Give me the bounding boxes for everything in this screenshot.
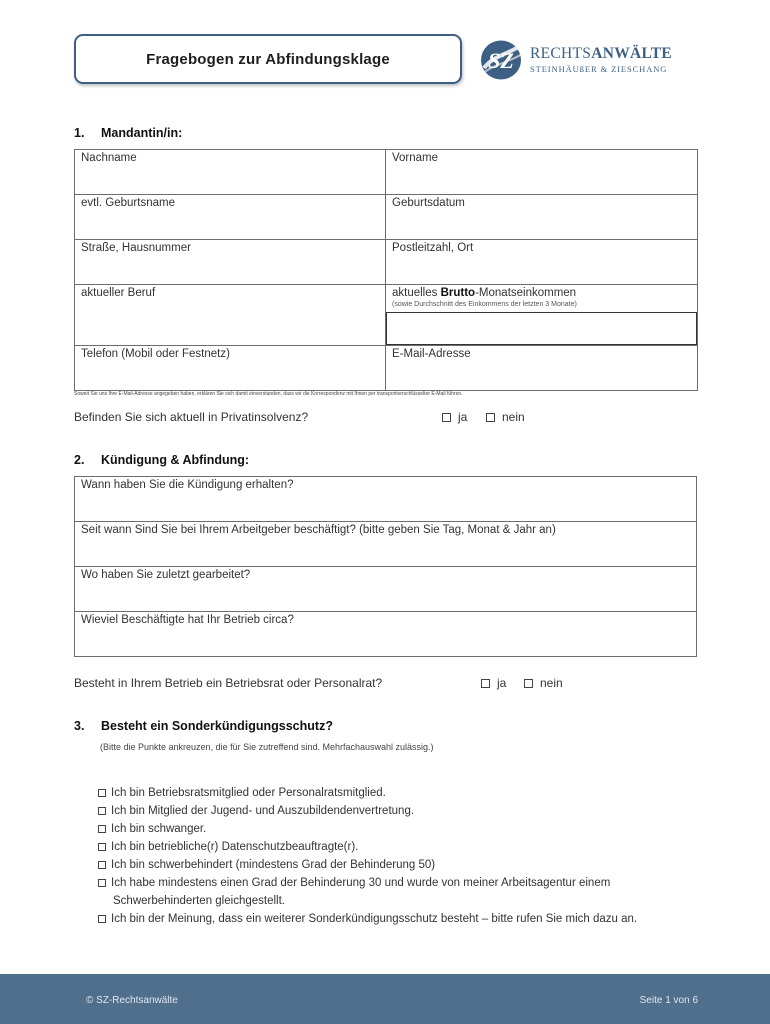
field-kuendigung-erhalten[interactable]: Wann haben Sie die Kündigung erhalten?	[75, 477, 697, 522]
email-consent-note: Soweit Sie uns Ihre E-Mail-Adresse angegeben haben, erklären Sie sich damit einverstanden, dass wir die Korrespondenz mit Ihnen per transportverschlüsselter E-Mail führen.	[74, 391, 463, 397]
field-strasse[interactable]: Straße, Hausnummer	[75, 240, 386, 285]
table-row	[75, 240, 698, 285]
council-no-checkbox[interactable]: nein	[524, 676, 563, 690]
option-gleichgestellt[interactable]: Ich habe mindestens einen Grad der Behinderung 30 und wurde von meiner Arbeitsagentur einem Schwerbehinderten gleichgestellt.	[98, 874, 698, 910]
field-einkommen	[386, 285, 698, 346]
sz-logo-icon	[478, 38, 524, 82]
table-row	[75, 567, 697, 612]
document-title: Fragebogen zur Abfindungsklage	[146, 50, 390, 68]
section-1-heading: 1. Mandantin/in:	[74, 126, 183, 140]
table-row	[75, 346, 698, 391]
checkbox-icon	[98, 789, 106, 797]
checkbox-icon	[98, 915, 106, 923]
table-row	[75, 285, 698, 346]
field-plz-ort[interactable]: Postleitzahl, Ort	[386, 240, 698, 285]
option-schwanger[interactable]: Ich bin schwanger.	[98, 820, 698, 838]
footer-copyright: © SZ-Rechtsanwälte	[86, 995, 178, 1006]
table-row	[75, 195, 698, 240]
works-council-question: Besteht in Ihrem Betrieb ein Betriebsrat oder Personalrat?	[74, 676, 383, 690]
page-footer	[0, 974, 770, 1024]
checkbox-icon	[98, 879, 106, 887]
checkbox-icon	[486, 413, 495, 422]
income-label: aktuelles Brutto-Monatseinkommen	[392, 287, 577, 299]
option-betriebsrat[interactable]: Ich bin Betriebsratsmitglied oder Personalratsmitglied.	[98, 784, 698, 802]
checkbox-icon	[98, 825, 106, 833]
logo-firm-name: RECHTSANWÄLTE	[530, 45, 673, 62]
client-data-table	[74, 149, 698, 391]
option-schwerbehindert[interactable]: Ich bin schwerbehindert (mindestens Grad der Behinderung 50)	[98, 856, 698, 874]
checkbox-icon	[442, 413, 451, 422]
table-row	[75, 477, 697, 522]
insolvency-yes-checkbox[interactable]: ja	[442, 410, 467, 424]
section-3-hint: (Bitte die Punkte ankreuzen, die für Sie zutreffend sind. Mehrfachauswahl zulässig.)	[100, 742, 434, 752]
income-input[interactable]	[386, 312, 697, 345]
option-datenschutz[interactable]: Ich bin betriebliche(r) Datenschutzbeauftragte(r).	[98, 838, 698, 856]
logo-partners: STEINHÄUßER & ZIESCHANG	[530, 64, 668, 74]
insolvency-question: Befinden Sie sich aktuell in Privatinsolvenz?	[74, 410, 309, 424]
insolvency-no-checkbox[interactable]: nein	[486, 410, 525, 424]
field-geburtsname[interactable]: evtl. Geburtsname	[75, 195, 386, 240]
income-sublabel: (sowie Durchschnitt des Einkommens der letzten 3 Monate)	[392, 301, 577, 308]
checkbox-icon	[98, 843, 106, 851]
field-nachname[interactable]: Nachname	[75, 150, 386, 195]
field-geburtsdatum[interactable]: Geburtsdatum	[386, 195, 698, 240]
section-2-heading: 2. Kündigung & Abfindung:	[74, 453, 250, 467]
field-vorname[interactable]: Vorname	[386, 150, 698, 195]
footer-page-number: Seite 1 von 6	[639, 995, 698, 1006]
field-beschaeftigte[interactable]: Wieviel Beschäftigte hat Ihr Betrieb circa?	[75, 612, 697, 657]
document-title-box	[74, 34, 462, 84]
termination-table	[74, 476, 697, 657]
option-sonstiger-schutz[interactable]: Ich bin der Meinung, dass ein weiterer Sonderkündigungsschutz besteht – bitte rufen Sie mich dazu an.	[98, 910, 698, 928]
company-logo	[478, 38, 698, 82]
checkbox-icon	[481, 679, 490, 688]
checkbox-icon	[524, 679, 533, 688]
logo-initials: SZ	[488, 48, 514, 73]
field-zuletzt-gearbeitet[interactable]: Wo haben Sie zuletzt gearbeitet?	[75, 567, 697, 612]
field-email[interactable]: E-Mail-Adresse	[386, 346, 698, 391]
checkbox-icon	[98, 807, 106, 815]
section-3-heading: 3. Besteht ein Sonderkündigungsschutz?	[74, 719, 333, 733]
field-beschaeftigt-seit[interactable]: Seit wann Sind Sie bei Ihrem Arbeitgeber beschäftigt? (bitte geben Sie Tag, Monat & Jahr an)	[75, 522, 697, 567]
council-yes-checkbox[interactable]: ja	[481, 676, 506, 690]
field-beruf[interactable]: aktueller Beruf	[75, 285, 386, 346]
field-telefon[interactable]: Telefon (Mobil oder Festnetz)	[75, 346, 386, 391]
protection-options-list	[98, 784, 698, 928]
table-row	[75, 612, 697, 657]
option-jav[interactable]: Ich bin Mitglied der Jugend- und Auszubildendenvertretung.	[98, 802, 698, 820]
table-row	[75, 150, 698, 195]
table-row	[75, 522, 697, 567]
checkbox-icon	[98, 861, 106, 869]
